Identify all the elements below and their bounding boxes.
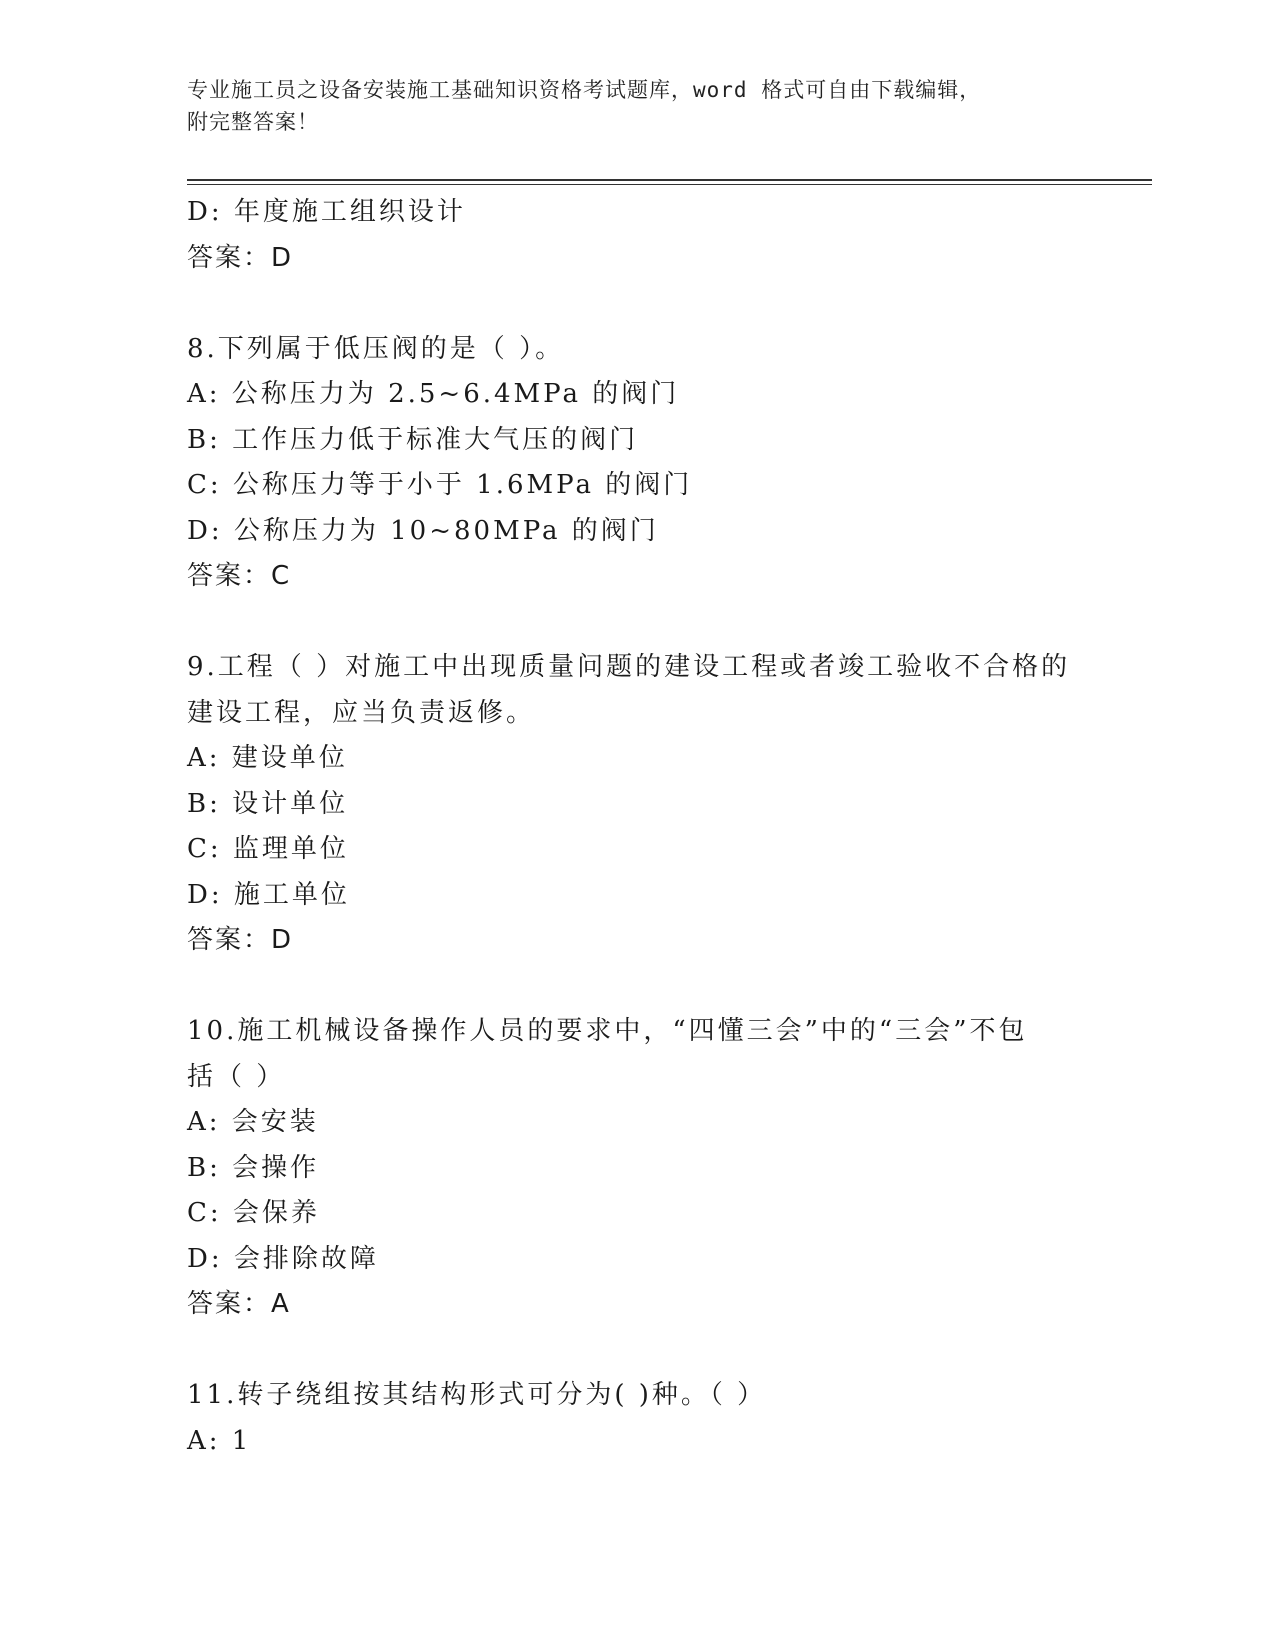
document-header xyxy=(187,74,1067,138)
question-stem: 8.下列属于低压阀的是（ ）。 xyxy=(187,333,565,364)
question-8 xyxy=(187,327,1087,600)
answer: 答案：C xyxy=(187,561,292,591)
option-d: D: 年度施工组织设计 xyxy=(187,197,466,227)
answer: 答案：D xyxy=(187,242,294,273)
question-stem-line-1: 10.施工机械设备操作人员的要求中，“四懂三会”中的“三会”不包 xyxy=(187,1016,1028,1046)
option-d: D: 会排除故障 xyxy=(187,1243,379,1274)
question-stem: 11.转子绕组按其结构形式可分为( )种。（ ） xyxy=(187,1380,767,1410)
header-divider-thick xyxy=(187,179,1152,181)
question-11 xyxy=(187,1373,1087,1464)
answer: 答案：D xyxy=(187,925,294,955)
question-list xyxy=(187,190,1087,1464)
header-divider-thin xyxy=(187,184,1152,185)
option-c: C: 监理单位 xyxy=(187,834,349,864)
question-7-tail xyxy=(187,190,1087,281)
spacer xyxy=(187,1328,1087,1374)
question-stem-line-2: 建设工程，应当负责返修。 xyxy=(187,697,536,728)
header-line-1: 专业施工员之设备安装施工基础知识资格考试题库，word 格式可自由下载编辑， xyxy=(187,78,982,102)
question-9 xyxy=(187,645,1087,964)
spacer xyxy=(187,964,1087,1010)
option-b: B: 设计单位 xyxy=(187,788,349,819)
spacer xyxy=(187,600,1087,646)
question-stem-line-2: 括（ ） xyxy=(187,1061,286,1092)
option-a: A: 公称压力为 2.5~6.4MPa 的阀门 xyxy=(187,379,680,409)
option-b: B: 会操作 xyxy=(187,1152,320,1183)
option-b: B: 工作压力低于标准大气压的阀门 xyxy=(187,424,639,455)
option-a: A: 会安装 xyxy=(187,1107,319,1137)
option-a: A: 1 xyxy=(187,1425,252,1456)
header-line-2: 附完整答案！ xyxy=(187,110,319,134)
question-10 xyxy=(187,1009,1087,1328)
option-c: C: 公称压力等于小于 1.6MPa 的阀门 xyxy=(187,470,693,500)
question-stem-line-1: 9.工程（ ）对施工中出现质量问题的建设工程或者竣工验收不合格的 xyxy=(187,652,1071,682)
option-a: A: 建设单位 xyxy=(187,743,348,773)
option-d: D: 施工单位 xyxy=(187,879,350,910)
spacer xyxy=(187,281,1087,327)
option-d: D: 公称压力为 10~80MPa 的阀门 xyxy=(187,515,659,546)
answer: 答案：A xyxy=(187,1289,291,1319)
option-c: C: 会保养 xyxy=(187,1198,320,1228)
